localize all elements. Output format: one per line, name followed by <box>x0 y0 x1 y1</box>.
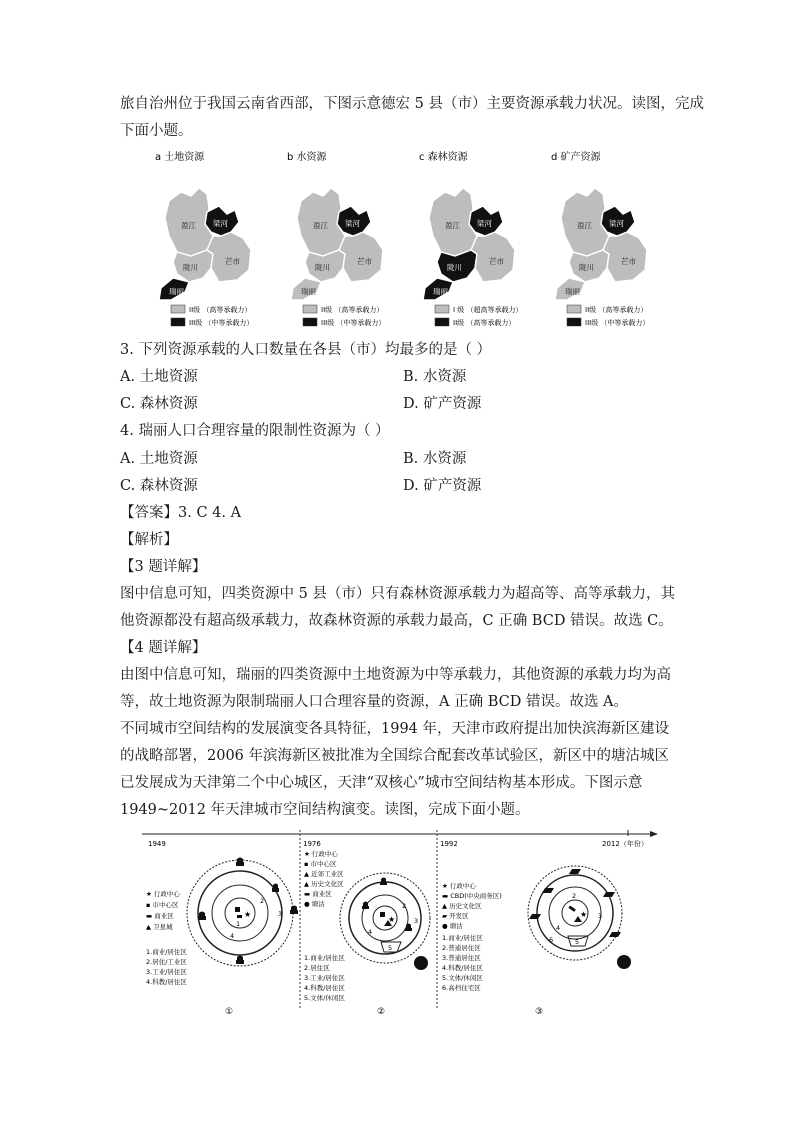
label-mangshi: 芒市 <box>489 257 504 266</box>
legend-item: ★ 行政中心 <box>304 850 338 858</box>
svg-text:6: 6 <box>549 936 554 944</box>
map-title: b 水资源 <box>287 152 327 163</box>
svg-text:2: 2 <box>260 897 265 905</box>
analysis-heading: 【解析】 <box>120 532 178 548</box>
legend-label: II级 （高等承载力） <box>585 306 648 314</box>
legend-swatch <box>303 305 317 313</box>
timeline-arrow-icon <box>650 831 658 837</box>
legend-item: 2.居住/工业区 <box>146 958 187 966</box>
legend-item: 4.科教/居住区 <box>442 964 483 972</box>
city-center-icon <box>235 907 240 912</box>
label-mangshi: 芒市 <box>621 257 636 266</box>
label-longchuan: 陇川 <box>579 263 594 272</box>
legend-item: ● 塘沽 <box>442 922 463 930</box>
q4-option-d[interactable]: D. 矿产资源 <box>403 478 482 494</box>
q3-stem: 3. 下列资源承载的人口数量在各县（市）均最多的是（ ） <box>120 342 492 358</box>
legend-item: 3.工业/居住区 <box>146 968 187 976</box>
year-2012: 2012（年份） <box>602 840 648 848</box>
city-center-icon <box>380 912 385 917</box>
svg-text:4: 4 <box>556 924 561 932</box>
legend-item: ★ 行政中心 <box>146 890 180 898</box>
legend-item: 2.普通居住区 <box>442 944 481 952</box>
legend-item: 4.科教/居住区 <box>146 978 187 986</box>
label-lianghe: 梁河 <box>213 219 228 228</box>
legend-item: 3.普通居住区 <box>442 954 481 962</box>
ring-3 <box>349 882 421 954</box>
legend-item: ▲ 近郊工业区 <box>304 870 344 878</box>
label-lianghe: 梁河 <box>477 219 492 228</box>
tianjin-structure-svg <box>140 828 660 1023</box>
resource-maps-figure <box>145 150 675 335</box>
q3-option-d[interactable]: D. 矿产资源 <box>403 396 482 412</box>
q4-option-a[interactable]: A. 土地资源 <box>120 451 198 467</box>
label-ruili: 瑞丽 <box>433 287 448 296</box>
resource-maps-svg <box>145 150 675 335</box>
label-longchuan: 陇川 <box>447 263 462 272</box>
label-yingjiang: 盈江 <box>577 221 592 230</box>
map-title: a 土地资源 <box>155 152 205 163</box>
label-mangshi: 芒市 <box>357 257 372 266</box>
panel-label-1: ① <box>225 1007 234 1017</box>
legend-item: 2.居住区 <box>304 964 330 972</box>
label-longchuan: 陇川 <box>183 263 198 272</box>
q3-option-c[interactable]: C. 森林资源 <box>120 396 198 412</box>
label-ruili: 瑞丽 <box>301 287 316 296</box>
admin-star-icon: ★ <box>244 910 252 919</box>
legend-item: 5.文体/休闲区 <box>304 994 345 1002</box>
q3-detail-text: 图中信息可知，四类资源中 5 县（市）只有森林资源承载力为超高等、高等承载力，其他资源都没有超高级承载力，故森林资源的承载力最高，C 正确 BCD 错误。故选 C。 <box>120 586 675 629</box>
q4-option-c[interactable]: C. 森林资源 <box>120 478 198 494</box>
legend-item: 1.商业/居住区 <box>442 934 483 942</box>
label-yingjiang: 盈江 <box>445 221 460 230</box>
year-1992: 1992 <box>440 840 458 848</box>
admin-star-icon: ★ <box>580 910 588 919</box>
legend-item: ▰ 开发区 <box>442 912 469 920</box>
admin-star-icon: ★ <box>388 915 396 924</box>
tanggu-icon <box>617 955 631 969</box>
legend-label: I 级 （超高等承载力） <box>453 306 523 314</box>
svg-text:5: 5 <box>388 944 393 952</box>
label-yingjiang: 盈江 <box>313 221 328 230</box>
legend-item: ▪ 市中心区 <box>304 860 337 868</box>
svg-text:3: 3 <box>278 910 283 918</box>
legend-item: ★ 行政中心 <box>442 882 476 890</box>
svg-text:3: 3 <box>414 917 419 925</box>
map-3 <box>551 150 649 327</box>
q3-option-a[interactable]: A. 土地资源 <box>120 369 198 385</box>
label-lianghe: 梁河 <box>609 219 624 228</box>
legend-item: ▬ 商业区 <box>146 912 174 920</box>
legend-swatch <box>567 318 581 326</box>
panel-label-2: ② <box>377 1007 386 1017</box>
label-ruili: 瑞丽 <box>565 287 580 296</box>
legend-item: ▲ 卫星城 <box>146 923 173 931</box>
legend-label: II级 （高等承载力） <box>189 306 252 314</box>
legend-label: III级 （中等承载力） <box>189 319 254 327</box>
svg-text:4: 4 <box>368 928 373 936</box>
q4-detail-text: 由图中信息可知，瑞丽的四类资源中土地资源为中等承载力，其他资源的承载力均为高等，故土地资源为限制瑞丽人口合理容量的资源，A 正确 BCD 错误。故选 A。 <box>120 667 671 710</box>
map-1 <box>287 150 385 327</box>
q4-stem: 4. 瑞丽人口合理容量的限制性资源为（ ） <box>120 423 390 439</box>
legend-swatch <box>435 318 449 326</box>
commercial-icon <box>237 915 242 918</box>
legend-item: ▪ 市中心区 <box>146 901 179 909</box>
legend-label: II级 （高等承载力） <box>453 319 516 327</box>
label-lianghe: 梁河 <box>345 219 360 228</box>
map-2 <box>419 150 523 327</box>
legend-item: ▬ 商业区 <box>304 890 332 898</box>
legend-label: II级 （高等承载力） <box>321 306 384 314</box>
year-1976: 1976 <box>303 840 321 848</box>
legend-swatch <box>303 318 317 326</box>
intro-line-1: 旅自治州位于我国云南省西部，下图示意德宏 5 县（市）主要资源承载力状况。读图，完成 <box>120 96 704 112</box>
svg-text:4: 4 <box>230 932 235 940</box>
label-yingjiang: 盈江 <box>181 221 196 230</box>
legend-item: ● 塘沽 <box>304 900 325 908</box>
panel-1949 <box>146 858 298 1018</box>
label-mangshi: 芒市 <box>225 257 240 266</box>
tanggu-icon <box>414 956 428 970</box>
panel-1992 <box>442 866 631 1017</box>
legend-item: ▲ 历史文化区 <box>442 902 482 910</box>
panel-1976 <box>304 849 430 1017</box>
svg-text:2: 2 <box>402 902 407 910</box>
legend-swatch <box>171 318 185 326</box>
label-longchuan: 陇川 <box>315 263 330 272</box>
map-0 <box>155 150 253 327</box>
svg-text:3: 3 <box>598 912 603 920</box>
map-title: d 矿产资源 <box>551 152 601 163</box>
intro-2: 不同城市空间结构的发展演变各具特征，1994 年，天津市政府提出加快滨海新区建设的战略部署，2006 年滨海新区被批准为全国综合配套改革试验区，新区中的塘沽城区已发展成为天津第二个中心城区，天津“双核心”城市空间结构基本形成。下图示意 1949~2012 年天津城市空间结构演变。读图，完成下面小题。 <box>120 721 670 818</box>
panel-label-3: ③ <box>535 1007 544 1017</box>
q3-detail-heading: 【3 题详解】 <box>120 559 207 575</box>
intro-line-2: 下面小题。 <box>120 123 193 139</box>
legend-label: III级 （中等承载力） <box>585 319 650 327</box>
ring-3 <box>198 871 282 955</box>
q4-option-b[interactable]: B. 水资源 <box>403 451 467 467</box>
legend-label: III级 （中等承载力） <box>321 319 386 327</box>
answer-line: 【答案】3. C 4. A <box>120 505 242 521</box>
legend-item: 5.文体/休闲区 <box>442 974 483 982</box>
legend-item: ▲ 历史文化区 <box>304 880 344 888</box>
ring-2 <box>212 885 268 941</box>
svg-text:2: 2 <box>572 892 577 900</box>
year-1949: 1949 <box>148 840 166 848</box>
cbd-icon <box>568 905 575 911</box>
label-ruili: 瑞丽 <box>169 287 184 296</box>
legend-item: 1.商业/居住区 <box>304 954 345 962</box>
legend-item: 3.工业/居住区 <box>304 974 345 982</box>
legend-item: 4.科教/居住区 <box>304 984 345 992</box>
legend-item: 1.商业/居住区 <box>146 948 187 956</box>
legend-item: ▬ CBD(中央商务区) <box>442 892 502 900</box>
map-title: c 森林资源 <box>419 152 468 163</box>
tianjin-structure-figure <box>140 828 660 1023</box>
q4-detail-heading: 【4 题详解】 <box>120 640 207 656</box>
q3-option-b[interactable]: B. 水资源 <box>403 369 467 385</box>
legend-swatch <box>171 305 185 313</box>
svg-text:1: 1 <box>236 920 241 928</box>
svg-text:5: 5 <box>575 938 580 946</box>
legend-item: 6.高档住宅区 <box>442 984 481 992</box>
legend-swatch <box>435 305 449 313</box>
legend-swatch <box>567 305 581 313</box>
